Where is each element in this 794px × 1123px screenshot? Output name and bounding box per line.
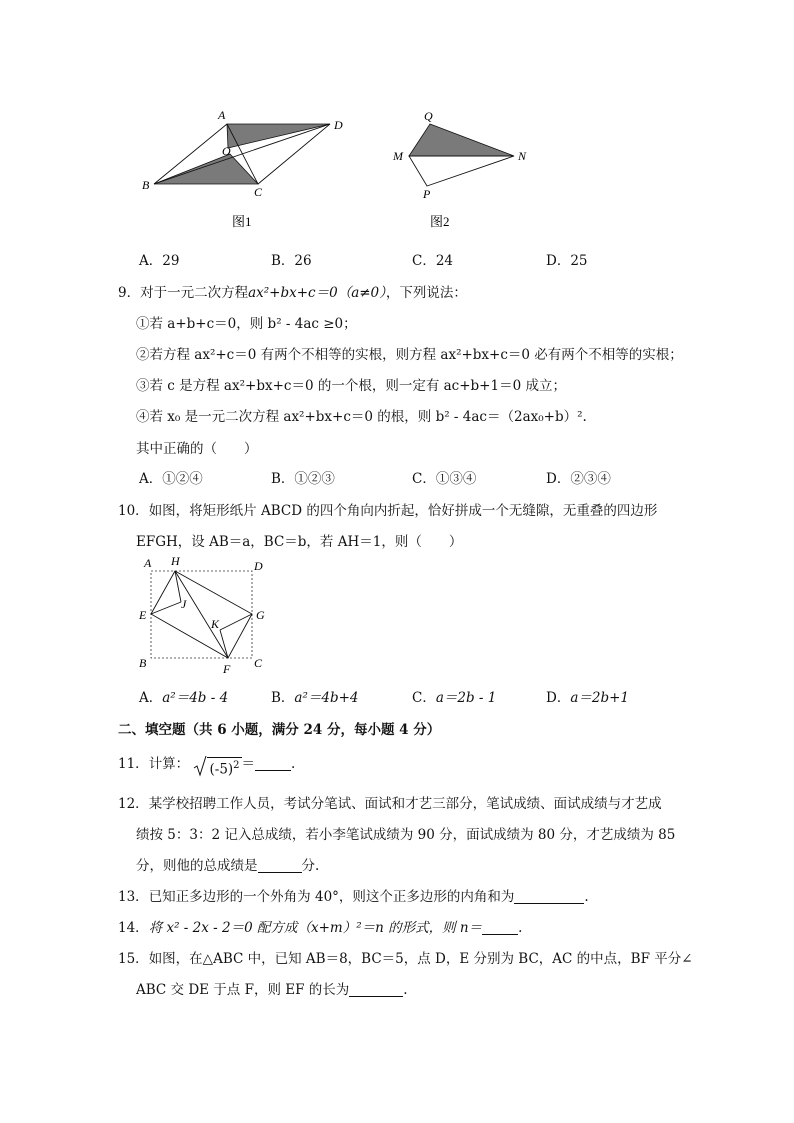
q13: 13．已知正多边形的一个外角为 40°，则这个正多边形的内角和为 . [118,889,589,905]
radical-sign-icon [193,755,207,777]
q9-item-2: ②若方程 ax²+c＝0 有两个不相等的实根，则方程 ax²+bx+c＝0 必有两个不相等的实根； [136,347,683,363]
q11-number: 11． [118,756,149,772]
q9-option-b[interactable]: B．①②③ [271,471,335,487]
q15-line1: 15．如图，在△ABC 中，已知 AB＝8，BC＝5，点 D，E 分别为 BC，AC 的中点，BF 平分∠ [118,951,693,967]
q13-answer-blank[interactable] [514,889,584,904]
fig1-shaded-top [227,124,330,148]
fig2-lower-triangle [409,156,514,186]
fig3-line-hf [175,571,228,658]
q15-line2: ABC 交 DE 于点 F，则 EF 的长为 . [136,982,408,998]
q10-stem-line1: 10．如图，将矩形纸片 ABCD 的四个角向内折起，恰好拼成一个无缝隙，无重叠的四边形 [118,503,658,519]
q12-number: 12． [118,796,149,812]
q9-option-a[interactable]: A．①②④ [139,471,203,487]
fig3-label-e: E [139,608,147,622]
q12-line2: 绩按 5：3：2 记入总成绩，若小李笔试成绩为 90 分，面试成绩为 80 分，才艺成绩为 85 [136,827,676,843]
q15-number: 15． [118,951,149,967]
q9-option-d[interactable]: D．②③④ [546,471,611,487]
q12-line1: 12．某学校招聘工作人员，考试分笔试、面试和才艺三部分，笔试成绩、面试成绩与才艺成 [118,796,662,812]
fig1-shaded-bottom [154,154,258,184]
fig3-line-ej [151,602,181,614]
q15-answer-blank[interactable] [349,982,403,997]
q10-number: 10． [118,503,149,519]
q8-option-d[interactable]: D．25 [546,253,588,269]
q14-answer-blank[interactable] [482,920,518,935]
q10-option-b[interactable]: B．a²＝4b+4 [271,690,359,706]
q11-answer-blank[interactable] [255,756,291,771]
fig3-label-f: F [223,662,231,676]
fig1-label-b: B [142,178,150,192]
q11-sqrt: $(-5)^2$ [193,755,241,777]
fig1-label-a: A [218,108,226,122]
q9-item-3: ③若 c 是方程 ax²+bx+c＝0 的一个根，则一定有 ac+b+1＝0 成立； [136,378,566,394]
q14-number: 14． [118,920,149,936]
fig2-label-p: P [423,187,431,201]
fig3-label-h: H [171,554,180,568]
fig2-label-m: M [393,149,403,163]
fig3-label-d: D [254,559,263,573]
fig1-label-c: C [254,185,263,199]
fig1-label-d: D [334,118,343,132]
q8-option-c[interactable]: C．24 [412,253,454,269]
fig3-label-a: A [144,556,152,570]
q14: 14．将 x² - 2x - 2＝0 配方成（x+m）²＝n 的形式，则 n＝ . [118,920,523,936]
q9-stem: 9．对于一元二次方程ax²+bx+c＝0（a≠0），下列说法： [118,285,467,301]
fig3-label-g: G [256,608,265,622]
fig1-caption: 图1 [232,214,252,229]
fig2-caption: 图2 [430,214,450,229]
figure-3 [0,550,794,680]
q9-option-c[interactable]: C．①③④ [412,471,477,487]
fig2-shaded-top [409,124,514,156]
figure-2 [392,109,527,229]
q13-number: 13． [118,889,149,905]
fig1-label-o: O [222,144,231,158]
fig3-label-k: K [211,617,220,631]
q10-stem-line2: EFGH，设 AB＝a，BC＝b，若 AH＝1，则（ ） [136,534,463,550]
fig2-label-n: N [518,149,527,163]
q12-line3: 分，则他的总成绩是 分. [136,858,320,874]
q9-number: 9． [118,285,141,301]
fig3-label-j: J [181,597,187,611]
q9-item-4: ④若 x₀ 是一元二次方程 ax²+bx+c＝0 的根，则 b² - 4ac＝（2ax₀+b）². [136,409,587,425]
figures-top [0,0,794,240]
q9-item-1: ①若 a+b+c＝0，则 b² - 4ac ≥0； [136,316,357,332]
q10-option-d[interactable]: D．a＝2b+1 [546,690,630,706]
section-2-heading: 二、填空题（共 6 小题，满分 24 分，每小题 4 分） [118,722,441,738]
fig3-label-c: C [254,656,263,670]
fig3-label-b: B [139,656,147,670]
q10-option-c[interactable]: C．a＝2b - 1 [412,690,497,706]
q12-answer-blank[interactable] [258,858,302,873]
q11: 11．计算： $(-5)^2$ ＝ . [118,756,296,777]
q10-option-a[interactable]: A．a²＝4b - 4 [139,690,229,706]
q8-option-a[interactable]: A．29 [139,253,180,269]
q9-question: 其中正确的（ ） [136,441,258,457]
q8-option-b[interactable]: B．26 [271,253,312,269]
fig2-label-q: Q [424,109,433,123]
figure-1 [142,108,343,229]
